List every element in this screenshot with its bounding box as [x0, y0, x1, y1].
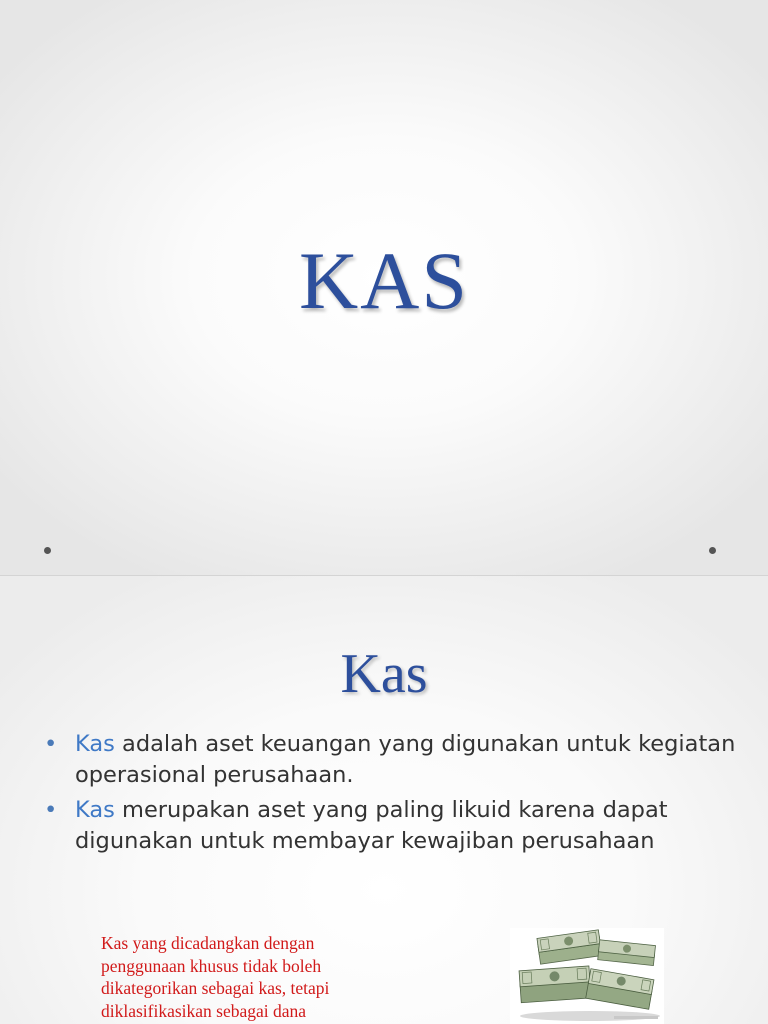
bullet-text: merupakan aset yang paling likuid karena dapat digunakan untuk membayar kewajiban perusahaan: [75, 797, 668, 854]
bullet-text: adalah aset keuangan yang digunakan untuk kegiatan operasional perusahaan.: [75, 731, 736, 788]
section-title: Kas: [340, 643, 428, 705]
bullet-term: Kas: [75, 797, 115, 823]
bullet-list: [44, 729, 744, 861]
money-stack-icon: [510, 928, 664, 1024]
slide-title: KAS: [298, 235, 470, 326]
bullet-dot-icon: •: [44, 731, 58, 757]
content-slide: [0, 576, 768, 1024]
bullet-item: [44, 795, 744, 857]
bullet-item: [44, 729, 744, 791]
left-dot-icon: [44, 547, 51, 554]
bullet-dot-icon: •: [44, 797, 58, 823]
money-stack-illustration: [510, 928, 664, 1024]
red-note: Kas yang dicadangkan dengan penggunaan khusus tidak boleh dikategorikan sebagai kas, tetapi diklasifikasikan sebagai dana: [101, 933, 330, 1021]
bullet-term: Kas: [75, 731, 115, 757]
right-dot-icon: [709, 547, 716, 554]
